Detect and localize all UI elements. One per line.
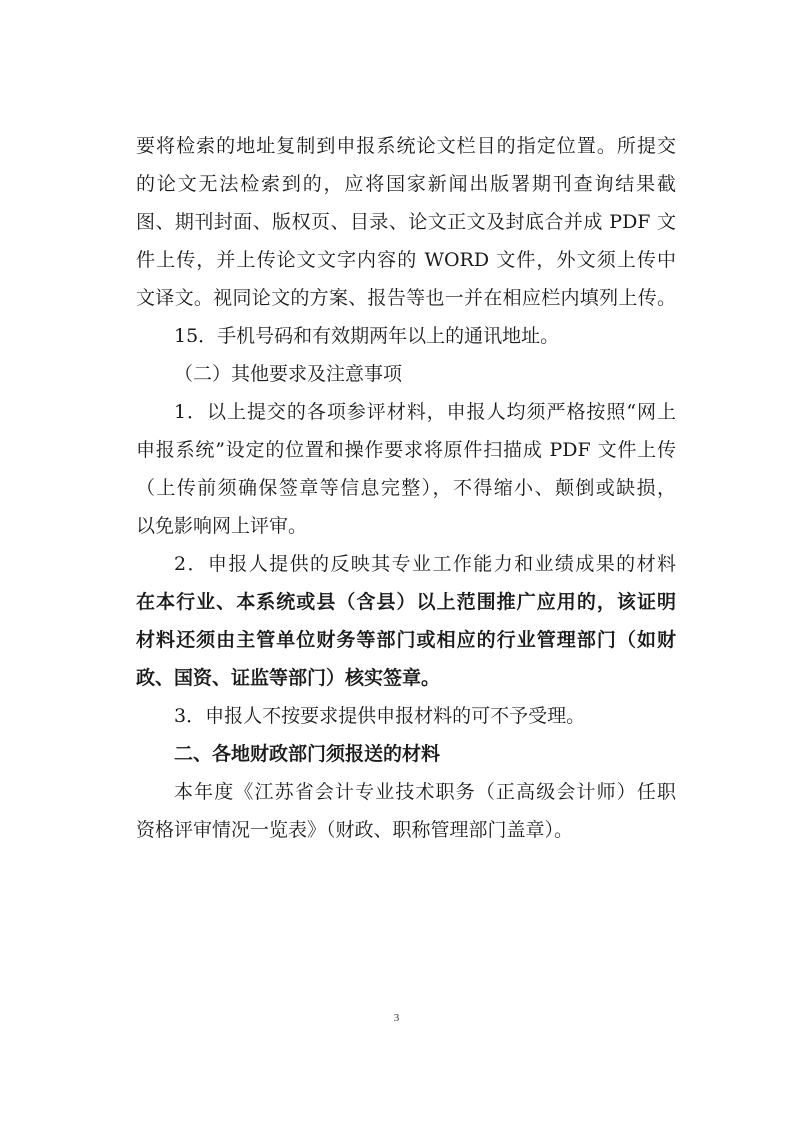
list-item-2-line: 材料还须由主管单位财务等部门或相应的行业管理部门（如财 <box>136 629 676 651</box>
list-item-1-line: 1．以上提交的各项参评材料，申报人均须严格按照“网上 <box>174 401 676 423</box>
closing-line: 本年度《江苏省会计专业技术职务（正高级会计师）任职 <box>174 781 676 803</box>
list-item-2-line: 在本行业、本系统或县（含县）以上范围推广应用的，该证明 <box>136 591 676 613</box>
list-item-15: 15．手机号码和有效期两年以上的通讯地址。 <box>174 325 560 347</box>
text-line: 图、期刊封面、版权页、目录、论文正文及封底合并成 PDF 文 <box>136 211 676 233</box>
list-item-2-line: 政、国资、证监等部门）核实签章。 <box>136 667 441 689</box>
text-line: 的论文无法检索到的，应将国家新闻出版署期刊查询结果截 <box>136 173 676 195</box>
list-item-2-line: 2．申报人提供的反映其专业工作能力和业绩成果的材料 <box>174 553 676 575</box>
list-item-1-line: （上传前须确保签章等信息完整），不得缩小、颠倒或缺损， <box>136 477 676 499</box>
text-line: 件上传，并上传论文文字内容的 WORD 文件，外文须上传中 <box>136 249 676 271</box>
text-line: 文译文。视同论文的方案、报告等也一并在相应栏内填列上传。 <box>136 287 676 309</box>
heading-two: 二、各地财政部门须报送的材料 <box>174 743 441 765</box>
closing-line: 资格评审情况一览表》（财政、职称管理部门盖章）。 <box>136 819 574 841</box>
section-heading: （二）其他要求及注意事项 <box>174 363 403 385</box>
text-line: 要将检索的地址复制到申报系统论文栏目的指定位置。所提交 <box>136 135 676 157</box>
page-number: 3 <box>393 1012 400 1024</box>
list-item-1-line: 申报系统”设定的位置和操作要求将原件扫描成 PDF 文件上传 <box>136 439 676 461</box>
list-item-3: 3．申报人不按要求提供申报材料的可不予受理。 <box>174 705 586 727</box>
list-item-1-line: 以免影响网上评审。 <box>136 515 308 537</box>
